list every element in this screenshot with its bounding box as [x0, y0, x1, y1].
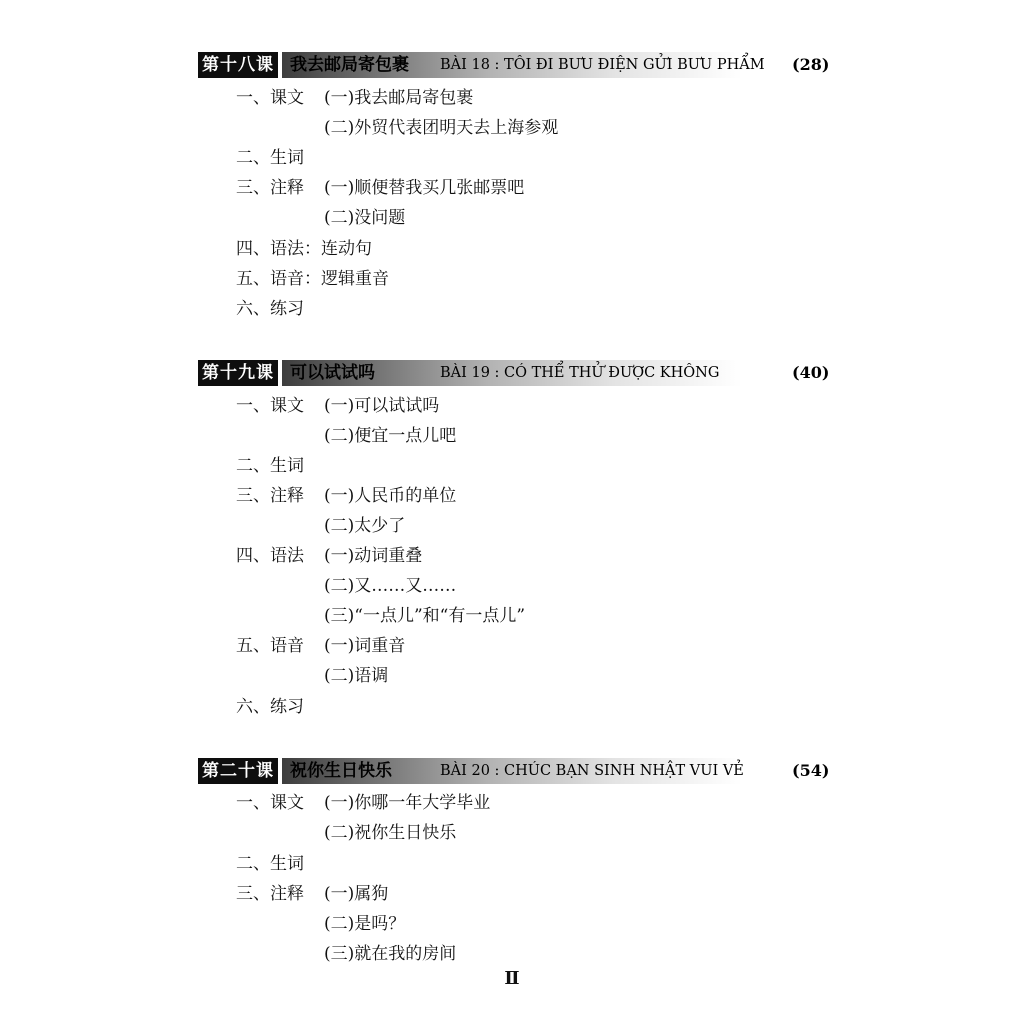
section-label: 五、语音 [236, 636, 304, 656]
lesson-number: 第十九课 [198, 360, 278, 386]
subsection: (二)祝你生日快乐 [324, 823, 457, 843]
subsection: (一)我去邮局寄包裹 [324, 88, 474, 108]
subsection: (一)可以试试吗 [324, 396, 440, 416]
page-reference: (40) [792, 363, 830, 382]
section-label: 三、注释 [236, 884, 304, 904]
section-label: 六、练习 [236, 697, 304, 717]
lesson-header [198, 360, 838, 386]
subsection: (二)太少了 [324, 516, 406, 536]
subsection: (二)是吗？ [324, 914, 406, 934]
lesson-header [198, 758, 838, 784]
subsection: (一)人民币的单位 [324, 486, 457, 506]
subsection: (一)词重音 [324, 636, 406, 656]
subsection: (二)又……又…… [324, 576, 457, 596]
lesson-title-vietnamese: BÀI 20 : CHÚC BẠN SINH NHẬT VUI VẺ [440, 763, 744, 779]
subsection: (三)就在我的房间 [324, 944, 457, 964]
subsection: (一)属狗 [324, 884, 389, 904]
subsection: (二)语调 [324, 666, 389, 686]
lesson-title-chinese: 我去邮局寄包裹 [290, 55, 409, 75]
subsection: (一)你哪一年大学毕业 [324, 793, 491, 813]
lesson-header [198, 52, 838, 78]
section-label: 四、语法：连动句 [236, 239, 372, 259]
subsection: (一)动词重叠 [324, 546, 423, 566]
subsection: (二)外贸代表团明天去上海参观 [324, 118, 559, 138]
page-reference: (54) [792, 761, 830, 780]
lesson-title-chinese: 可以试试吗 [290, 363, 375, 383]
section-label: 二、生词 [236, 456, 304, 476]
lesson-title-vietnamese: BÀI 18 : TÔI ĐI BƯU ĐIỆN GỬI BƯU PHẨM [440, 57, 765, 73]
subsection: (三)“一点儿”和“有一点儿” [324, 606, 526, 626]
subsection: (二)便宜一点儿吧 [324, 426, 457, 446]
lesson-title-vietnamese: BÀI 19 : CÓ THỂ THỬ ĐƯỢC KHÔNG [440, 365, 720, 381]
lesson-number: 第十八课 [198, 52, 278, 78]
section-label: 四、语法 [236, 546, 304, 566]
section-label: 一、课文 [236, 793, 304, 813]
subsection: (二)没问题 [324, 208, 406, 228]
section-label: 三、注释 [236, 486, 304, 506]
section-label: 二、生词 [236, 148, 304, 168]
section-label: 五、语音：逻辑重音 [236, 269, 389, 289]
lesson-number: 第二十课 [198, 758, 278, 784]
page-number: Ⅱ [504, 968, 520, 989]
section-label: 一、课文 [236, 396, 304, 416]
section-label: 六、练习 [236, 299, 304, 319]
subsection: (一)顺便替我买几张邮票吧 [324, 178, 525, 198]
page-reference: (28) [792, 55, 830, 74]
section-label: 二、生词 [236, 854, 304, 874]
section-label: 一、课文 [236, 88, 304, 108]
section-label: 三、注释 [236, 178, 304, 198]
lesson-title-chinese: 祝你生日快乐 [290, 761, 392, 781]
